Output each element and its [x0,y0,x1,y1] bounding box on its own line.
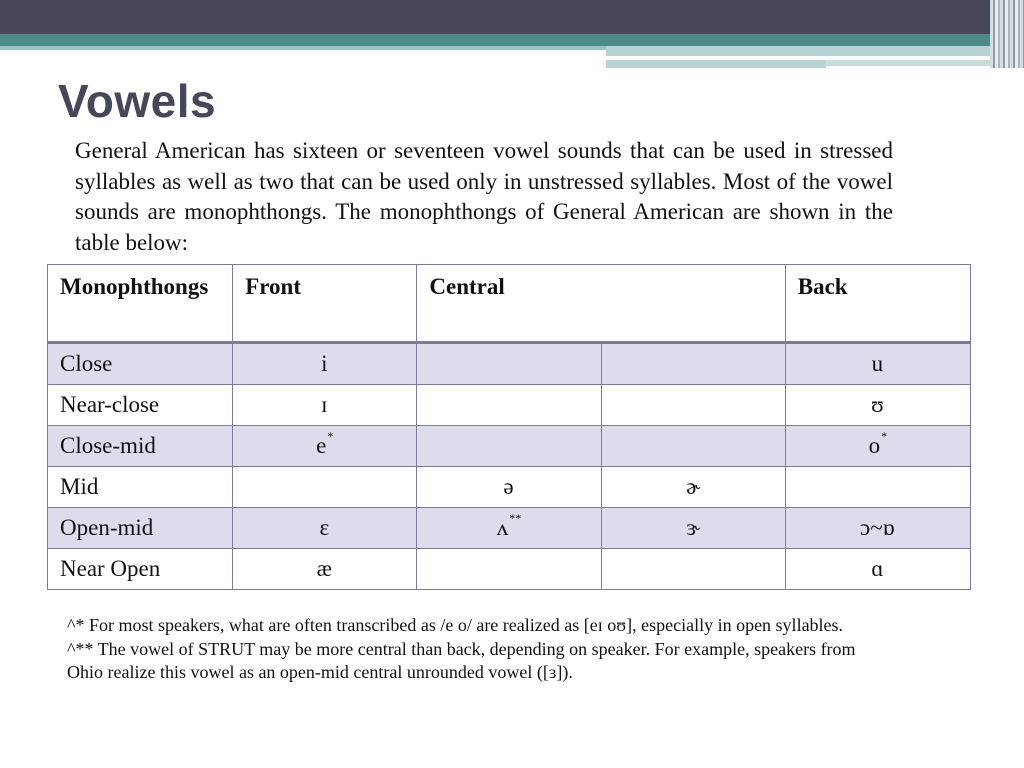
table-row [48,549,971,590]
header-monophthongs: Monophthongs [48,265,233,343]
intro-paragraph: General American has sixteen or seventeen vowel sounds that can be used in stressed syllables as well as two that can be used only in unstressed syllables. Most of the vowel sounds are monophthongs. The monophthongs of General American are shown in the table below: [75,138,893,255]
cell-central-2: ɝ [601,508,785,549]
footnote-2: ^** The vowel of STRUT may be more central than back, depending on speaker. For example, speakers from Ohio realize this vowel as an open-mid central unrounded vowel ([ɜ]). [67,638,856,682]
header-band-teal [0,34,1024,46]
table-header-row [48,265,971,343]
header-band-light [826,60,1002,66]
header-stripes [990,0,1024,68]
cell-front: e* [233,426,417,467]
header-band-light [0,46,608,50]
header-band-light [606,60,826,68]
table-row [48,467,971,508]
cell-central-1 [417,426,601,467]
cell-central-1 [417,385,601,426]
row-label: Near Open [48,549,233,590]
header-band-dark [0,0,1024,34]
row-label: Near-close [48,385,233,426]
slide-title: Vowels [58,75,217,127]
row-label: Close [48,343,233,385]
row-label: Close-mid [48,426,233,467]
cell-back: o* [785,426,970,467]
table-row [48,426,971,467]
cell-back [785,467,970,508]
footnotes [67,614,867,685]
cell-central-1 [417,343,601,385]
cell-back: ɑ [785,549,970,590]
table-row [48,343,971,385]
cell-central-2: ɚ [601,467,785,508]
header-front: Front [233,265,417,343]
cell-front: ɛ [233,508,417,549]
cell-central-1: ʌ** [417,508,601,549]
cell-back: u [785,343,970,385]
table-row [48,508,971,549]
cell-central-2 [601,385,785,426]
row-label: Open-mid [48,508,233,549]
cell-front: i [233,343,417,385]
cell-central-2 [601,549,785,590]
cell-back: ɔ~ɒ [785,508,970,549]
cell-central-1 [417,549,601,590]
footnote-1: ^* For most speakers, what are often transcribed as /e o/ are realized as [eɪ oʊ], especially in open syllables. [67,615,844,635]
cell-back: ʊ [785,385,970,426]
header-back: Back [785,265,970,343]
header-band-light [606,46,1002,56]
cell-central-2 [601,343,785,385]
cell-central-2 [601,426,785,467]
cell-front: æ [233,549,417,590]
cell-front: ɪ [233,385,417,426]
row-label: Mid [48,467,233,508]
vowel-table [47,264,971,590]
header-central: Central [417,265,785,343]
cell-front [233,467,417,508]
table-row [48,385,971,426]
cell-central-1: ə [417,467,601,508]
